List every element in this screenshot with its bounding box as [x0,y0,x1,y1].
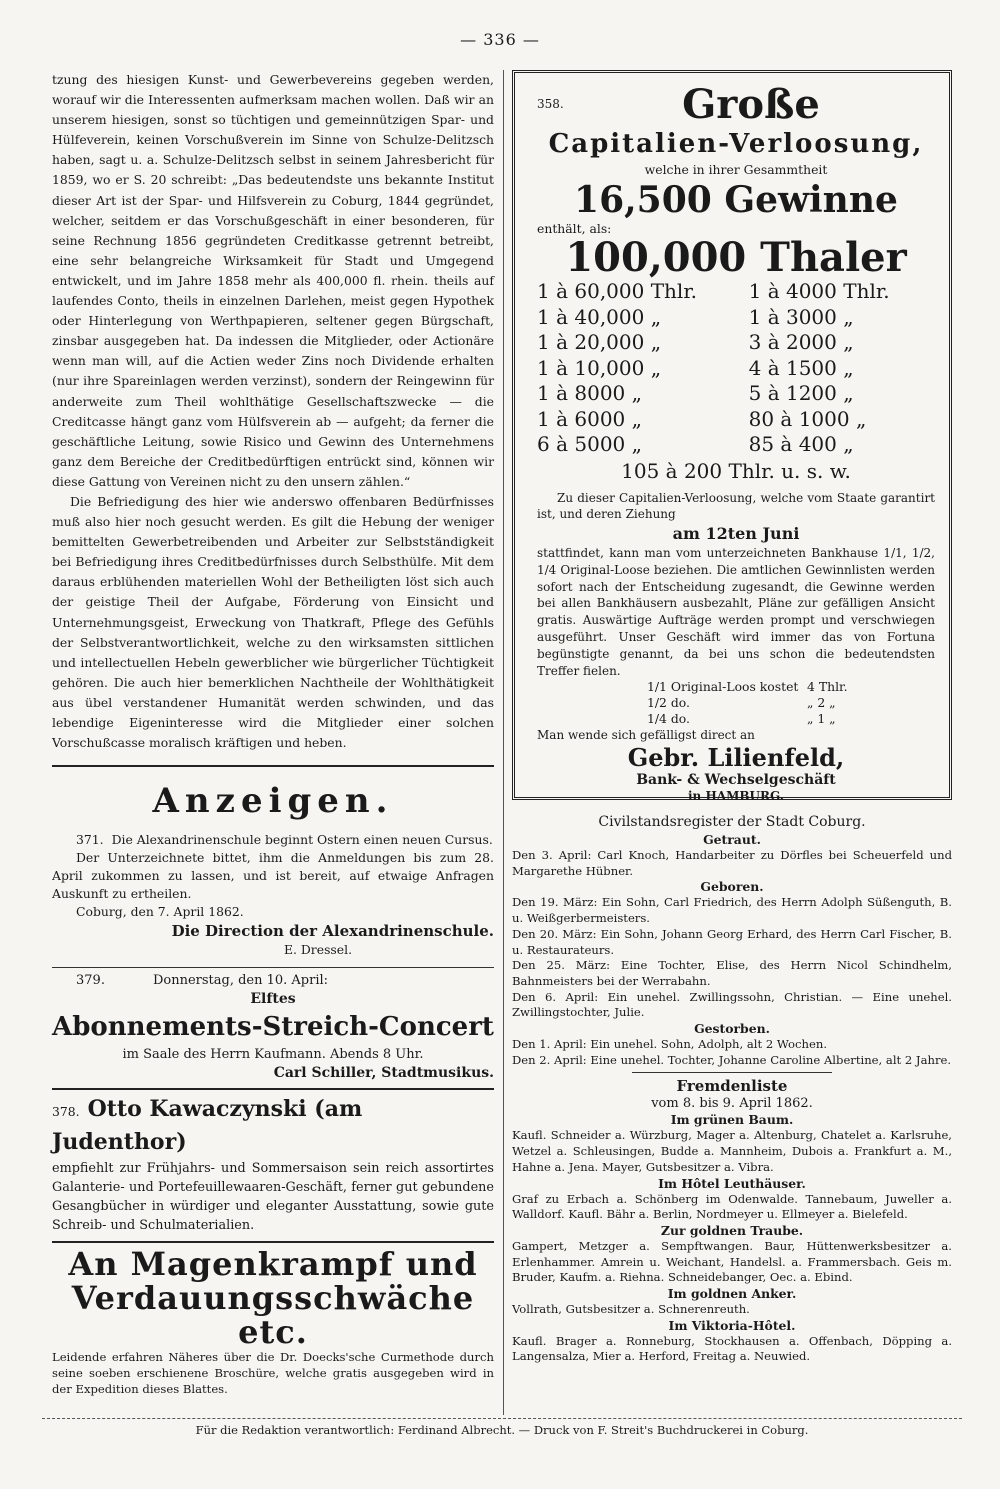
prize-cell: 1 à 20,000 „ [537,330,662,354]
prize-cell: 5 à 1200 „ [748,381,854,405]
price-label: 1/2 do. [647,695,690,711]
fremdenliste [512,1077,952,1365]
prize-cell: 1 à 3000 „ [748,304,854,329]
register-heading: Gestorben. [694,1021,770,1037]
concert-elftes: Elftes [250,991,296,1008]
prize-row [537,381,935,407]
price-label: 1/1 Original-Loos kostet [647,679,799,695]
prize-row [537,330,935,356]
magen-title: An Magenkrampf und Verdauungsschwäche etc. [68,1245,478,1352]
hotel-heading: Im grünen Baum. [670,1112,794,1128]
register-entry: Den 3. April: Carl Knoch, Handarbeiter zu Dörfles bei Scheuerfeld und Margarethe Hübner. [512,848,952,878]
prize-cell: 4 à 1500 „ [748,355,854,380]
hotel-guests: Graf zu Erbach a. Schönberg im Odenwalde. Tannebaum, Juweller a. Walldorf. Kaufl. Bähr a. Berlin, Nordmeyer u. Ellmeyer a. Bielefeld. [512,1191,952,1222]
article-paragraph: Die Befriedigung des hier wie anderswo offenbaren Bedürfnisses muß also hier noch gesucht werden. Es gilt die Hebung der weniger bemittelten Gewerbetreibenden und Arbeiter zur Selbstständigkeit bei Befriedigung ihres Creditbedürfnisses durch Selbsthülfe. Mit dem daraus erblühenden materiellen Wohl der Betheiligten löst sich auch der geistige Theil der Aufgabe, Förderung von Einsicht und Unternehmungsgeist, Erweckung von Thatkraft, Pflege des Gefühls der Selbstverantwortlichkeit, welche zu den wirksamsten sittlichen und intellectuellen Hebeln gewerblicher wie bürgerlicher Tüchtigkeit gehören. Die auch hier bemerklichen Nachtheile der Wohlthätigkeit aus übel verstandener Humanität werden schwinden, und das lebendige Eigeninteresse wird die Mitglieder einer solchen Vorschußcasse moralisch kräftigen und heben. [52,493,494,751]
register-entry: Den 20. März: Ein Sohn, Johann Georg Erhard, des Herrn Carl Fischer, B. u. Restaurateurs. [512,926,952,957]
hotel-guests: Vollrath, Gutsbesitzer a. Schnerenreuth. [512,1302,750,1317]
imprint-footer: Für die Redaktion verantwortlich: Ferdinand Albrecht. — Druck von F. Streit's Buchdruckerei in Coburg. [42,1418,962,1437]
prize-row [537,432,935,458]
price-value: „ 2 „ [807,695,836,711]
prize-row [537,356,935,382]
lottery-wende: Man wende sich gefälligst direct an [537,728,755,743]
register-entry: Den 2. April: Eine unehel. Tochter, Johanne Caroline Albertine, alt 2 Jahre. [512,1052,952,1067]
prize-cell: 85 à 400 „ [748,432,854,456]
price-row [537,711,935,727]
hotel-heading: Im Viktoria-Hôtel. [668,1317,796,1333]
ad-magenkrampf [52,1243,494,1397]
ad-378 [52,1090,494,1235]
firm-city: in HAMBURG. [688,789,784,804]
register-heading: Getraut. [703,832,761,847]
lottery-enthaelt: enthält, als: [537,221,612,236]
ad-text: Die Alexandrinenschule beginnt Ostern einen neuen Cursus. [111,832,493,848]
lottery-text: stattfindet, kann man vom unterzeichneten Bankhause 1/1, 1/2, 1/4 Original-Loose beziehen. Die amtlichen Gewinnlisten werden sofort nach der Entscheidung zugesandt, die Gewinne werden bei allen Bankhäusern ausbezahlt, Pläne zur gefälligen Ansicht gratis. Auswärtige Aufträge werden prompt und verschwiegen ausgeführt. Unser Geschäft wird immer das von Fortuna begünstigte genannt, da bei uns schon die bedeutendsten Treffer fielen. [537,546,935,678]
ad-text: empfiehlt zur Frühjahrs- und Sommersaison sein reich assortirtes Galanterie- und Portefeuillewaaren-Geschäft, ferner gut gebundene Gesangbücher in würdiger und eleganter Ausstattung, sowie gute Schreib- und Schulmaterialien. [52,1161,494,1234]
right-column [512,70,952,1365]
register-heading: Geboren. [700,879,764,895]
prize-cell: 1 à 60,000 Thlr. [537,279,698,303]
lottery-ad [512,70,952,804]
prize-cell: 1 à 40,000 „ [537,304,662,329]
prize-row [537,305,935,331]
lottery-grosse: Große [682,81,820,128]
section-divider [632,1072,832,1073]
concert-place: im Saale des Herrn Kaufmann. Abends 8 Uhr. [122,1047,424,1063]
shop-name: Otto Kawaczynski (am Judenthor) [52,1096,363,1156]
prize-row [537,407,935,433]
hotel-guests: Kaufl. Schneider a. Würzburg, Mager a. Altenburg, Chatelet a. Karlsruhe, Wetzel a. Schleusingen, Budde a. Mannheim, Dubois a. Frankfurt a. M., Hahne a. Jena. Mayer, Gutsbesitzer a. Vibra. [512,1128,952,1174]
hotel-heading: Im Hôtel Leuthäuser. [658,1175,806,1191]
page-number: — 336 — [460,30,540,49]
register-entry: Den 1. April: Ein unehel. Sohn, Adolph, alt 2 Wochen. [512,1037,828,1052]
ad-place-date: Coburg, den 7. April 1862. [76,904,244,920]
prize-cell: 1 à 6000 „ [537,406,642,431]
ad-number: 378. [52,1104,80,1120]
ad-379 [52,968,494,1082]
concert-date: Donnerstag, den 10. April: [152,973,329,989]
anzeigen-title: Anzeigen. [152,781,394,822]
price-value: „ 1 „ [807,711,836,727]
column-divider [503,70,504,1415]
article-paragraph: tzung des hiesigen Kunst- und Gewerbevereins gegeben werden, worauf wir die Interessenten aufmerksam machen wollen. Daß wir an unserem hiesigen, sonst so tüchtigen und gemeinnützigen Spar- und Hülfeverein, keinen Vorschußverein im Sinne von Schulze-Delitzsch haben, sagt u. a. Schulze-Delitzsch selbst in seinem Jahresbericht für 1859, wo er S. 20 schreibt: „Das bedeutendste uns bekannte Institut dieser Art ist der Spar- und Hilfsverein zu Coburg, 1844 gegründet, welcher, seitdem er das Vorschußgeschäft in einer besonderen, für seine Rechnung 1856 gegründeten Creditkasse getrennt betreibt, eine sehr belangreiche Wirksamkeit für Stadt und Umgegend entwickelt, und im Jahre 1858 mehr als 400,000 fl. rhein. theils auf laufendes Conto, theils in einzelnen Darlehen, meist gegen Hypothek oder Hinterlegung von Werthpapieren, seltener gegen Bürgschaft, zinsbar ausgegeben hat. Da indessen die Mitglieder, oder Actionäre wenn man will, auf die Actien weder Zins noch Dividende erhalten (nur ihre Spareinlagen werden verzinst), sondern der Reingewinn für anderweite zum Theil wohlthätige Gesellschaftszwecke — die Creditcasse hängt ganz vom Hülfsverein ab — aufgeht; da ferner die geschäftliche Leitung, sowie Risico und Gewinn des Unternehmens ganz dem Bereiche der Creditbedürftigen entrückt sind, können wir diese Gattung von Vereinen nicht zu den unsern zählen.“ [52,72,494,489]
prize-cell: 1 à 10,000 „ [537,355,662,380]
ad-number: 371. [76,832,104,848]
lottery-title: Capitalien-Verloosung, [548,129,924,159]
price-row [537,695,935,711]
prize-row [537,279,935,305]
price-row [537,679,935,695]
price-label: 1/4 do. [647,711,690,727]
lottery-date: am 12ten Juni [672,524,800,544]
ad-number: 379. [76,973,105,989]
fremden-title: Fremdenliste [676,1077,788,1096]
firm-name: Gebr. Lilienfeld, [627,743,845,773]
lottery-text: Zu dieser Capitalien-Verloosung, welche vom Staate garantirt ist, und deren Ziehung [537,490,935,522]
register-entry: Den 19. März: Ein Sohn, Carl Friedrich, des Herrn Adolph Süßenguth, B. u. Weißgerbermeisters. [512,895,952,926]
left-column [52,70,494,1397]
hotel-guests: Gampert, Metzger a. Sempftwangen. Baur, Hüttenwerksbesitzer a. Erlenhammer. Amrein u. Weichant, Handelsl. a. Frammersbach. Geis m. Bruder, Kaufm. a. Riehna. Schneidebanger, Oec. a. Ebind. [512,1238,952,1285]
section-divider [52,765,494,767]
hotel-heading: Im goldnen Anker. [667,1286,797,1302]
prize-cell: 6 à 5000 „ [537,432,642,456]
ad-signer: E. Dressel. [283,942,353,958]
article [52,70,494,753]
prize-bottom: 105 à 200 Thlr. u. s. w. [621,458,851,483]
firm-type: Bank- & Wechselgeschäft [636,772,836,789]
lottery-gewinne: 16,500 Gewinne [574,179,898,221]
prize-cell: 1 à 8000 „ [537,381,642,405]
prize-cell: 1 à 4000 Thlr. [748,279,890,303]
ad-text: Der Unterzeichnete bittet, ihm die Anmeldungen bis zum 28. April zukommen zu lassen, und ist bereit, auf etwaige Anfragen Auskunft zu ertheilen. [52,850,494,902]
ad-371 [52,831,494,959]
lottery-thaler: 100,000 Thaler [565,234,907,281]
civil-register [512,812,952,1068]
prize-cell: 80 à 1000 „ [748,406,867,431]
price-value: 4 Thlr. [807,679,848,695]
ad-signature: Die Direction der Alexandrinenschule. [171,922,494,941]
concert-title: Abonnements-Streich-Concert [52,1012,494,1043]
hotel-heading: Zur goldnen Traube. [660,1222,804,1238]
ad-text: Leidende erfahren Näheres über die Dr. Doecks'sche Curmethode durch seine soeben erschienene Broschüre, welche gratis ausgegeben wird in der Expedition dieses Blattes. [52,1350,494,1397]
prize-table [537,279,935,458]
prize-cell: 3 à 2000 „ [748,330,854,354]
lottery-subtitle: welche in ihrer Gesammtheit [644,162,828,177]
register-title: Civilstandsregister der Stadt Coburg. [598,814,866,830]
concert-by: Carl Schiller, Stadtmusikus. [273,1065,494,1082]
register-entry: Den 25. März: Eine Tochter, Elise, des Herrn Nicol Schindhelm, Bahnmeisters bei der Werrabahn. [512,958,952,988]
hotel-guests: Kaufl. Brager a. Ronneburg, Stockhausen a. Offenbach, Döpping a. Langensalza, Mier a. Herford, Freitag a. Neuwied. [512,1333,952,1364]
fremden-dates: vom 8. bis 9. April 1862. [651,1096,813,1112]
ad-number: 358. [537,97,564,111]
register-entry: Den 6. April: Ein unehel. Zwillingssohn, Christian. — Eine unehel. Zwillingstochter, Julie. [512,989,952,1020]
